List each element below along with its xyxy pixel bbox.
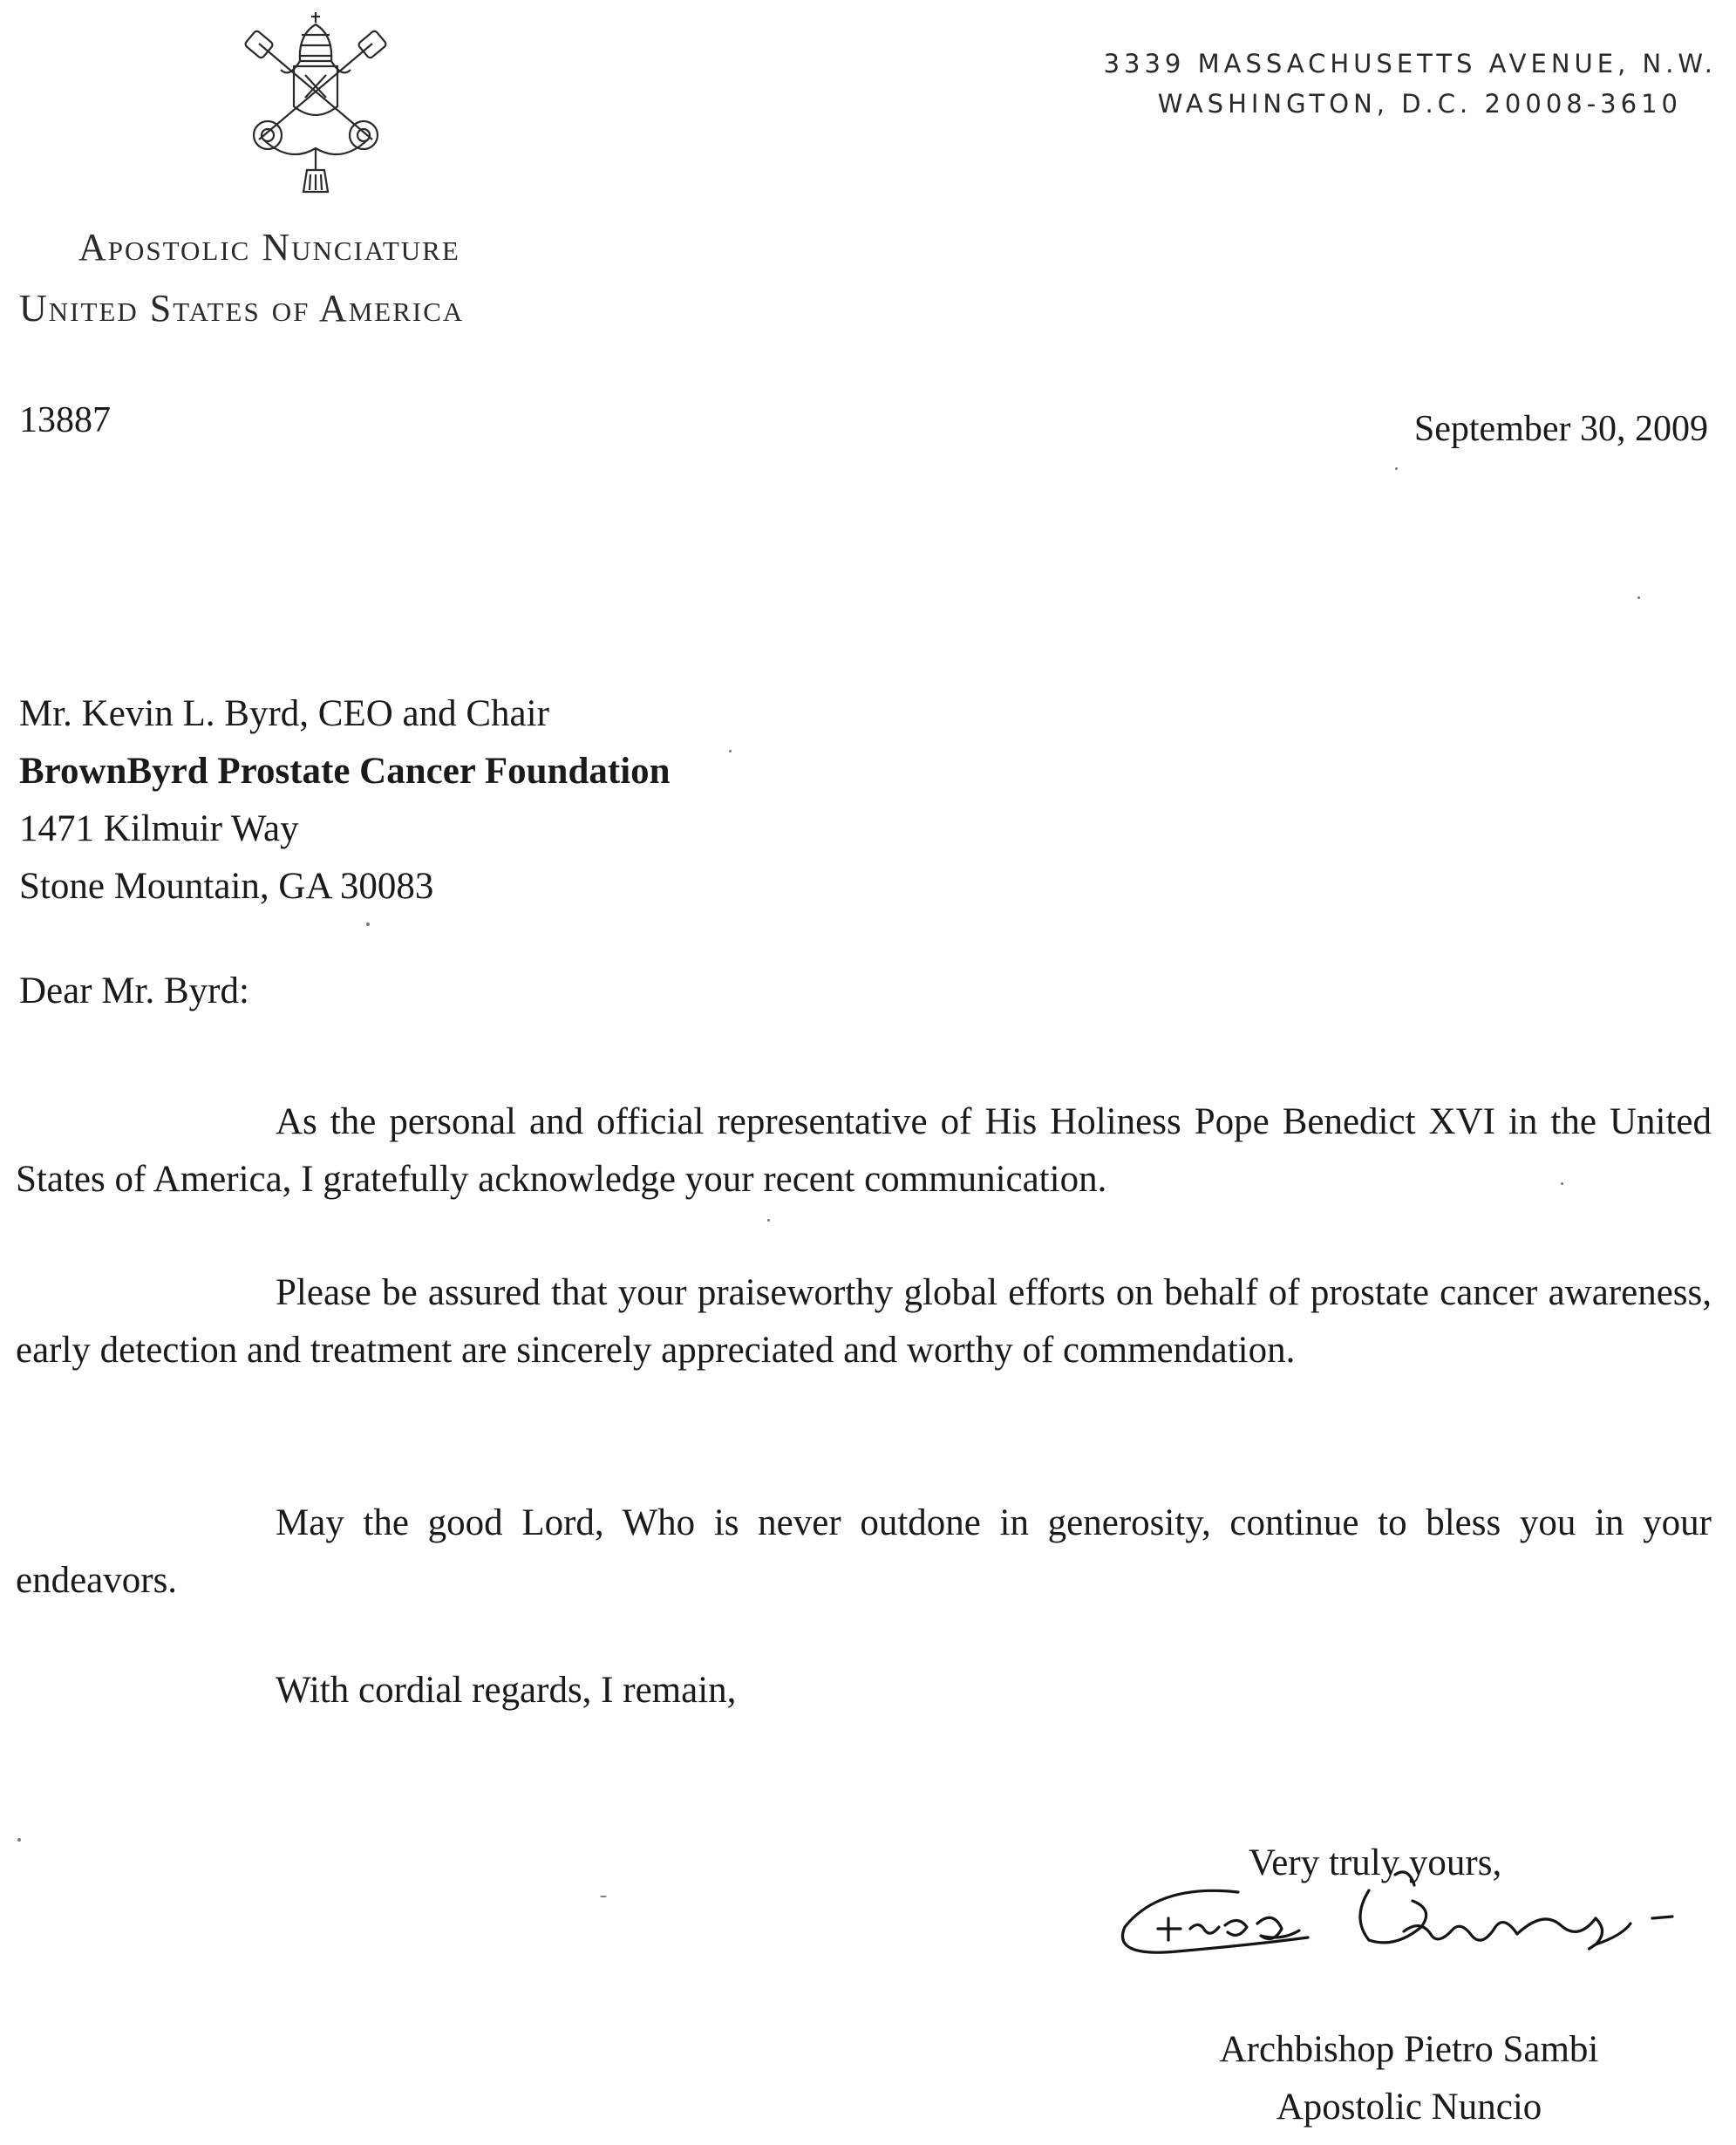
recipient-address-block bbox=[19, 685, 671, 916]
salutation: Dear Mr. Byrd: bbox=[19, 970, 249, 1011]
recipient-name: Mr. Kevin L. Byrd, CEO and Chair bbox=[19, 693, 549, 734]
closing-line: With cordial regards, I remain, bbox=[276, 1670, 737, 1711]
recipient-street: 1471 Kilmuir Way bbox=[19, 808, 299, 849]
sender-street-address: 3339 MASSACHUSETTS AVENUE, N.W. bbox=[1103, 49, 1717, 78]
handwritten-signature-icon bbox=[1107, 1857, 1683, 1971]
valediction: Very truly yours, bbox=[1249, 1842, 1502, 1883]
letter-date: September 30, 2009 bbox=[1413, 409, 1708, 449]
reference-number: 13887 bbox=[19, 400, 111, 440]
organization-country: United States of America bbox=[19, 287, 465, 330]
signer-title: Apostolic Nuncio bbox=[1276, 2087, 1542, 2128]
recipient-organization: BrownByrd Prostate Cancer Foundation bbox=[19, 751, 671, 792]
body-paragraph-2: Please be assured that your praiseworthy global efforts on behalf of prostate cancer awareness, early detection and treatment are sincerely appreciated and worthy of commendation. bbox=[16, 1272, 1712, 1371]
papal-coat-of-arms-icon bbox=[228, 9, 403, 196]
sender-city-address: WASHINGTON, D.C. 20008-3610 bbox=[1157, 89, 1682, 119]
body-paragraph-1: As the personal and official representative of His Holiness Pope Benedict XVI in the United States of America, I gratefully acknowledge your recent communication. bbox=[16, 1101, 1712, 1200]
body-paragraph-3: May the good Lord, Who is never outdone in generosity, continue to bless you in your endeavors. bbox=[16, 1502, 1712, 1601]
organization-name: Apostolic Nunciature bbox=[78, 226, 460, 269]
signer-block bbox=[1182, 2021, 1636, 2136]
signer-name: Archbishop Pietro Sambi bbox=[1219, 2029, 1599, 2070]
recipient-city: Stone Mountain, GA 30083 bbox=[19, 866, 434, 907]
